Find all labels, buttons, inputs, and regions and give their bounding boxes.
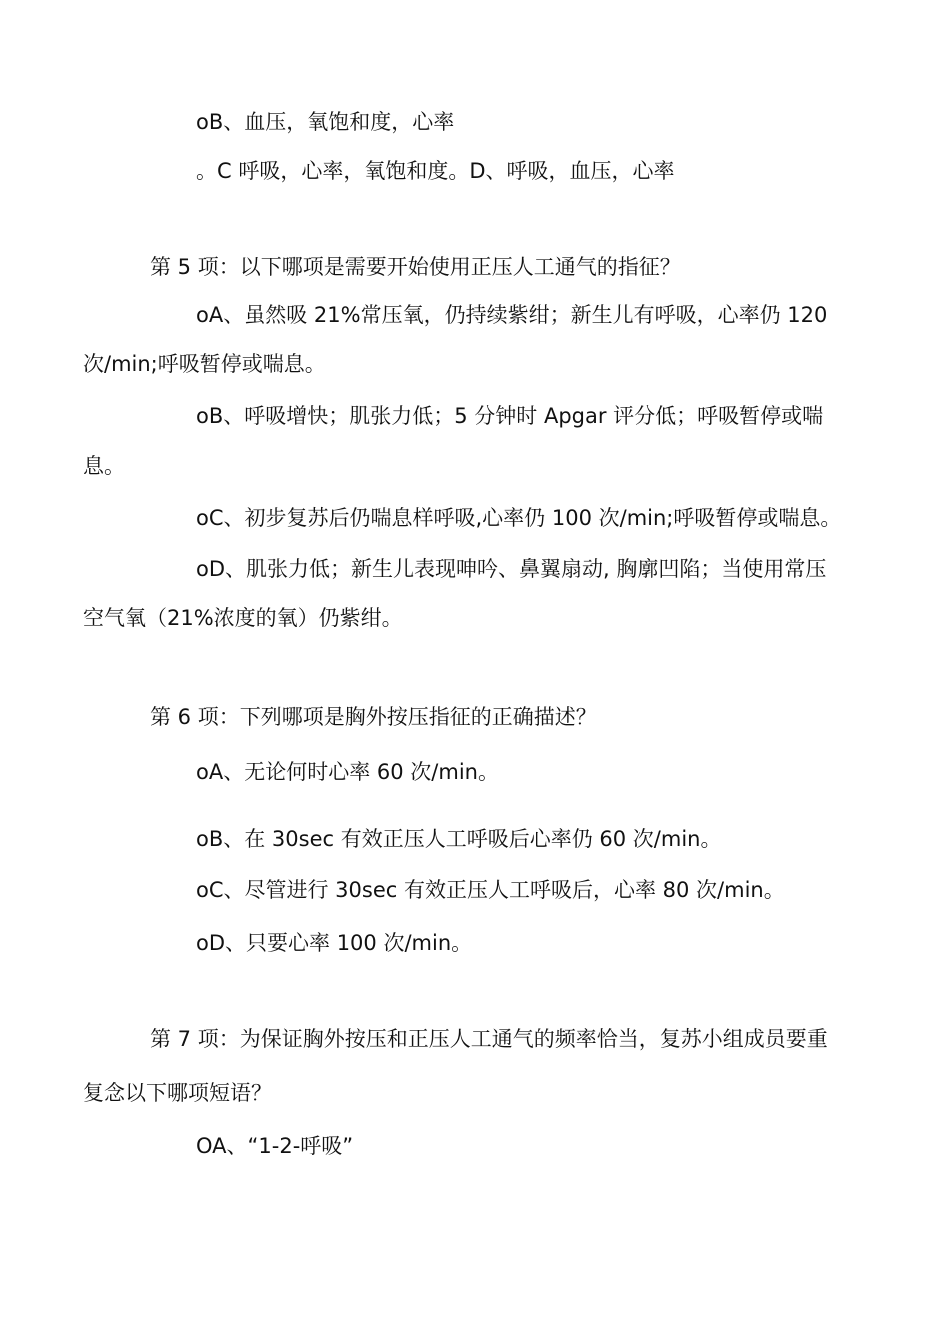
q6-option-b: oB、在 30sec 有效正压人工呼吸后心率仍 60 次/min。 <box>196 827 722 851</box>
q5-option-b-line2: 息。 <box>83 454 125 478</box>
q6-option-c: oC、尽管进行 30sec 有效正压人工呼吸后，心率 80 次/min。 <box>196 878 785 902</box>
q5-option-c: oC、初步复苏后仍喘息样呼吸,心率仍 100 次/min;呼吸暂停或喘息。 <box>196 506 842 530</box>
prev-option-b: oB、血压，氧饱和度，心率 <box>196 110 455 134</box>
q6-title: 第 6 项：下列哪项是胸外按压指征的正确描述？ <box>150 705 597 729</box>
q6-option-d: oD、只要心率 100 次/min。 <box>196 931 473 955</box>
prev-option-cd: 。C 呼吸，心率，氧饱和度。D、呼吸，血压，心率 <box>196 159 675 183</box>
q7-title-line2: 复念以下哪项短语？ <box>83 1081 272 1105</box>
q5-option-b-line1: oB、呼吸增快；肌张力低；5 分钟时 Apgar 评分低；呼吸暂停或喘 <box>196 404 824 428</box>
q5-option-d-line1: oD、肌张力低；新生儿表现呻吟、鼻翼扇动, 胸廓凹陷；当使用常压 <box>196 557 827 581</box>
q5-option-a-line2: 次/min;呼吸暂停或喘息。 <box>83 352 326 376</box>
q5-option-d-line2: 空气氧（21%浓度的氧）仍紫绀。 <box>83 606 403 630</box>
q7-title-line1: 第 7 项：为保证胸外按压和正压人工通气的频率恰当，复苏小组成员要重 <box>150 1027 828 1051</box>
q7-option-a: OA、“1-2-呼吸” <box>196 1134 354 1158</box>
q5-title: 第 5 项：以下哪项是需要开始使用正压人工通气的指征？ <box>150 255 681 279</box>
q5-option-a-line1: oA、虽然吸 21%常压氧，仍持续紫绀；新生儿有呼吸，心率仍 120 <box>196 303 828 327</box>
q6-option-a: oA、无论何时心率 60 次/min。 <box>196 760 499 784</box>
